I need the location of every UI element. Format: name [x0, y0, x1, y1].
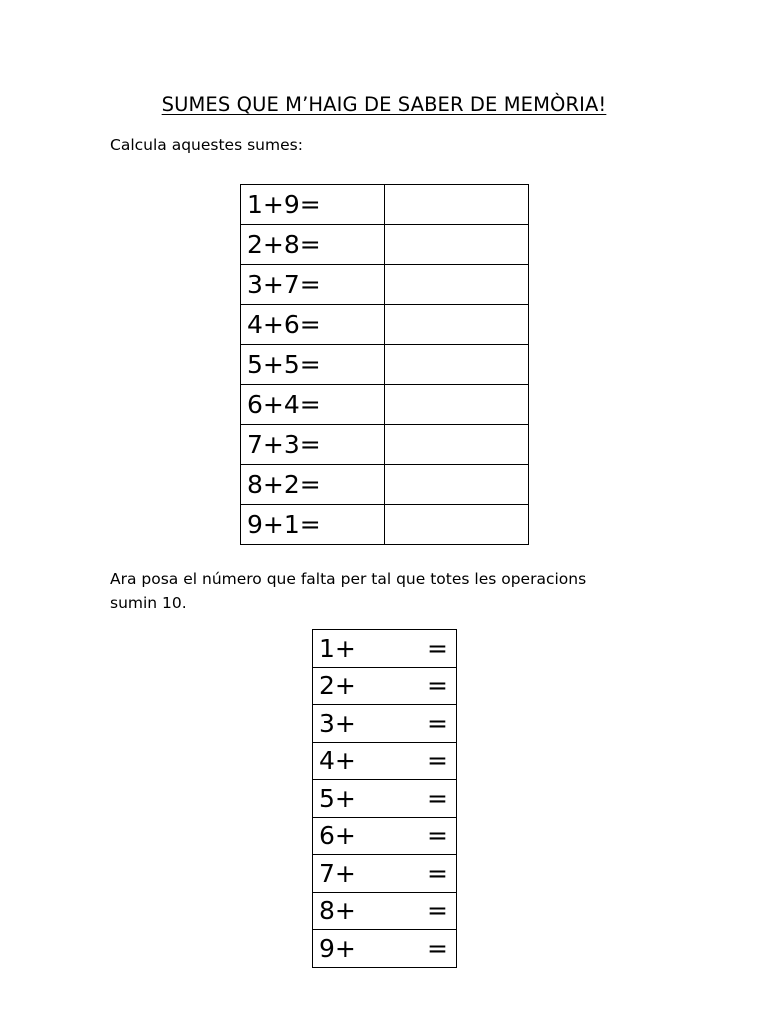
- answer-cell[interactable]: [384, 505, 528, 545]
- table-row: [313, 667, 457, 705]
- table-row: [313, 817, 457, 855]
- addend-label: 1+: [319, 633, 356, 663]
- answer-cell[interactable]: [384, 265, 528, 305]
- table-row: [313, 742, 457, 780]
- equals-sign: =: [427, 671, 448, 701]
- page-title: SUMES QUE M’HAIG DE SABER DE MEMÒRIA!: [161, 93, 607, 116]
- sum-expression: 1+9=: [241, 185, 385, 225]
- table-row: [313, 855, 457, 893]
- missing-number-cell[interactable]: [313, 817, 457, 855]
- table-row: [313, 930, 457, 968]
- addend-label: 2+: [319, 671, 356, 701]
- sums-table: [240, 184, 529, 545]
- answer-cell[interactable]: [384, 385, 528, 425]
- sum-expression: 6+4=: [241, 385, 385, 425]
- addend-label: 9+: [319, 933, 356, 963]
- table-row: [313, 780, 457, 818]
- equals-sign: =: [427, 746, 448, 776]
- sum-expression: 7+3=: [241, 425, 385, 465]
- sum-expression: 3+7=: [241, 265, 385, 305]
- sum-expression: 4+6=: [241, 305, 385, 345]
- sum-expression: 9+1=: [241, 505, 385, 545]
- sum-expression: 5+5=: [241, 345, 385, 385]
- addend-label: 6+: [319, 821, 356, 851]
- answer-cell[interactable]: [384, 425, 528, 465]
- answer-cell[interactable]: [384, 225, 528, 265]
- table-row: [241, 225, 529, 265]
- missing-number-table: [312, 629, 457, 968]
- instruction-text: Ara posa el número que falta per tal que totes les operacions sumin 10.: [110, 570, 587, 612]
- missing-number-cell[interactable]: [313, 930, 457, 968]
- table-row: [241, 305, 529, 345]
- addend-label: 3+: [319, 708, 356, 738]
- missing-number-cell[interactable]: [313, 855, 457, 893]
- table-row: [241, 425, 529, 465]
- missing-number-cell[interactable]: [313, 630, 457, 668]
- table-row: [313, 705, 457, 743]
- missing-number-cell[interactable]: [313, 780, 457, 818]
- equals-sign: =: [427, 896, 448, 926]
- table-row: [241, 345, 529, 385]
- table-row: [241, 465, 529, 505]
- answer-cell[interactable]: [384, 305, 528, 345]
- addend-label: 5+: [319, 783, 356, 813]
- sum-expression: 8+2=: [241, 465, 385, 505]
- answer-cell[interactable]: [384, 345, 528, 385]
- table-row: [313, 630, 457, 668]
- equals-sign: =: [427, 783, 448, 813]
- table-row: [241, 385, 529, 425]
- equals-sign: =: [427, 821, 448, 851]
- missing-number-cell[interactable]: [313, 742, 457, 780]
- addend-label: 7+: [319, 858, 356, 888]
- sum-expression: 2+8=: [241, 225, 385, 265]
- table-row: [241, 265, 529, 305]
- equals-sign: =: [427, 933, 448, 963]
- intro-text: Calcula aquestes sumes:: [110, 136, 303, 154]
- answer-cell[interactable]: [384, 185, 528, 225]
- table-row: [241, 185, 529, 225]
- missing-number-cell[interactable]: [313, 667, 457, 705]
- equals-sign: =: [427, 708, 448, 738]
- addend-label: 4+: [319, 746, 356, 776]
- missing-number-cell[interactable]: [313, 892, 457, 930]
- equals-sign: =: [427, 633, 448, 663]
- answer-cell[interactable]: [384, 465, 528, 505]
- table-row: [241, 505, 529, 545]
- addend-label: 8+: [319, 896, 356, 926]
- missing-number-cell[interactable]: [313, 705, 457, 743]
- equals-sign: =: [427, 858, 448, 888]
- table-row: [313, 892, 457, 930]
